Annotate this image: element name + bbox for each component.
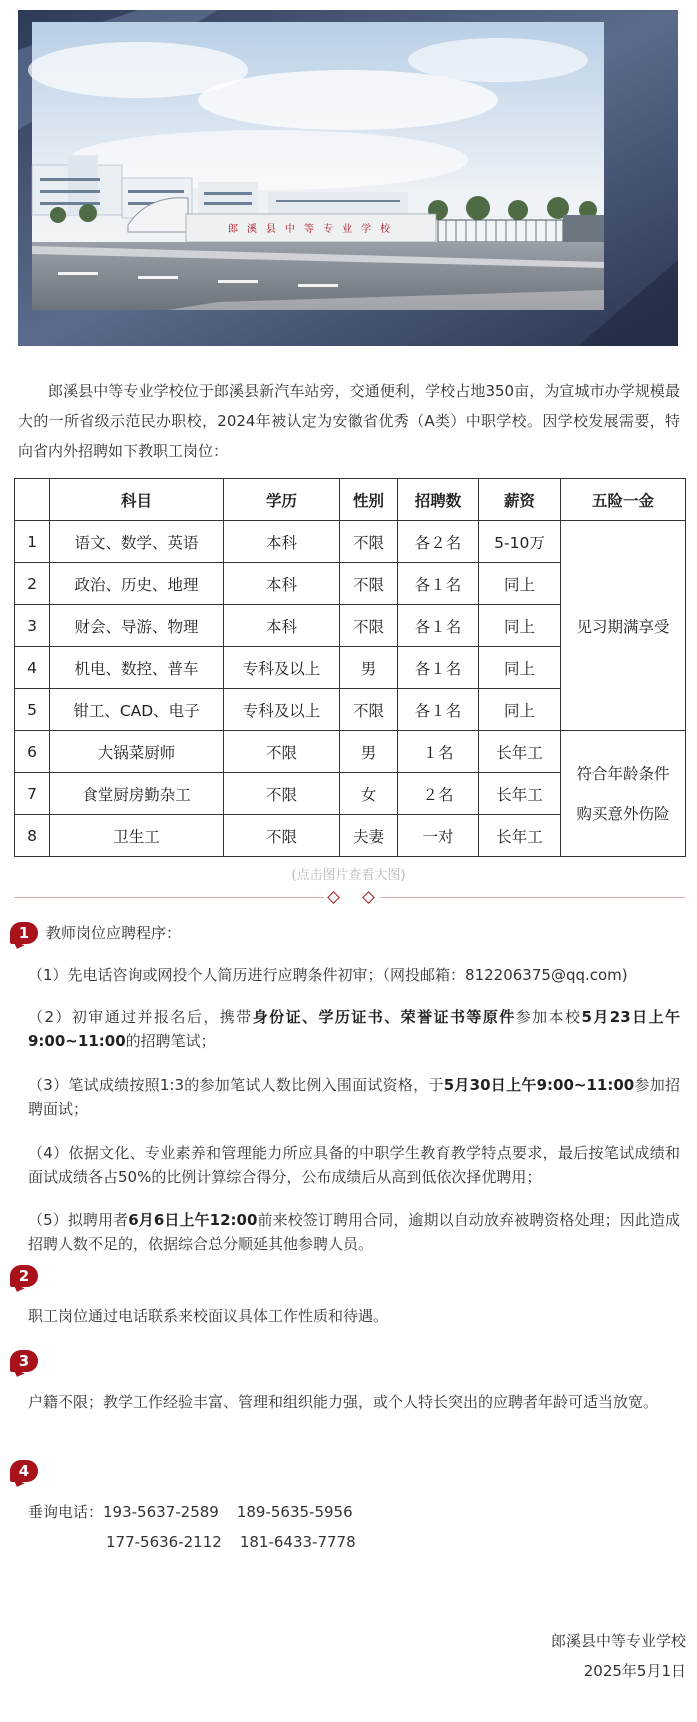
cell: 4 [15,647,50,689]
benefit-cell [561,731,686,857]
cell: 同上 [479,563,561,605]
school-photo[interactable] [18,10,678,346]
cell: 本科 [224,605,340,647]
step-text: 参加招聘面试； [28,1076,680,1118]
diamond-icon [362,891,375,904]
diamond-icon [327,891,340,904]
header-cell: 性别 [340,479,398,521]
cell: 男 [340,731,398,773]
step-text: 的招聘笔试； [125,1032,216,1050]
signature-org: 郎溪县中等专业学校 [550,1632,686,1650]
cell: 各１名 [398,647,479,689]
benefit-cell: 见习期满享受 [561,521,686,731]
cell: 政治、历史、地理 [50,563,224,605]
cell: １名 [398,731,479,773]
cell: 钳工、CAD、电子 [50,689,224,731]
cell: 本科 [224,563,340,605]
benefit-line: 购买意外伤险 [576,804,670,823]
header-cell: 学历 [224,479,340,521]
cell: 语文、数学、英语 [50,521,224,563]
procedure-step-1: （1）先电话咨询或网投个人简历进行应聘条件初审；（网投邮箱：812206375@qq.com) [28,966,628,984]
cell: 1 [15,521,50,563]
image-caption[interactable]: (点击图片查看大图) [291,868,406,883]
cell: ２名 [398,773,479,815]
cell: 同上 [479,689,561,731]
requirements-note: 户籍不限；教学工作经验丰富、管理和组织能力强，或个人特长突出的应聘者年龄可适当放宽。 [28,1393,659,1411]
cell: 大锅菜厨师 [50,731,224,773]
cell: 本科 [224,521,340,563]
section-number-badge: 2 [10,1265,38,1287]
table-row [15,731,686,773]
cell: 不限 [224,731,340,773]
contact-phones-line2 [106,1530,666,1554]
step-text: （3）笔试成绩按照1:3的参加笔试人数比例入围面试资格，于 [28,1076,444,1094]
step-text: （2）初审通过并报名后，携带 [28,1008,253,1026]
section-number-badge: 4 [10,1460,38,1482]
cell: 长年工 [479,731,561,773]
divider-line [14,897,324,898]
cell: 5-10万 [479,521,561,563]
header-cell [15,479,50,521]
table-header-row [15,479,686,521]
header-cell: 薪资 [479,479,561,521]
header-cell: 招聘数 [398,479,479,521]
cell: 2 [15,563,50,605]
cell: 不限 [224,815,340,857]
contact-phones [28,1500,680,1524]
cell: 不限 [340,689,398,731]
cell: 专科及以上 [224,647,340,689]
step-text: （5）拟聘用者 [28,1211,129,1229]
cell: 机电、数控、普车 [50,647,224,689]
cell: 各１名 [398,563,479,605]
cell: 同上 [479,605,561,647]
step-highlight: 5月30日上午9:00~11:00 [443,1076,635,1094]
procedure-step-5 [28,1208,680,1256]
step-highlight: 身份证、学历证书、荣誉证书等原件 [252,1008,516,1026]
phone-number[interactable]: 177-5636-2112 [106,1533,222,1551]
table-row [15,521,686,563]
cell: 卫生工 [50,815,224,857]
school-photo-graphic [18,10,678,346]
cell: 不限 [340,521,398,563]
cell: 3 [15,605,50,647]
procedure-step-2 [28,1005,680,1053]
section-title: 教师岗位应聘程序： [46,924,182,942]
cell: 不限 [224,773,340,815]
cell: 不限 [340,605,398,647]
intro-paragraph: 郎溪县中等专业学校位于郎溪县新汽车站旁，交通便利，学校占地350亩，为宣城市办学规模最大的一所省级示范民办职校，2024年被认定为安徽省优秀（A类）中职学校。因学校发展需要，特向省内外招聘如下教职工岗位： [18,382,680,460]
cell: 各２名 [398,521,479,563]
divider-line [380,897,685,898]
section-divider [14,891,685,905]
cell: 食堂厨房勤杂工 [50,773,224,815]
phone-number[interactable]: 193-5637-2589 [103,1503,219,1521]
step-text: 参加本校 [515,1008,582,1026]
cell: 8 [15,815,50,857]
benefit-line: 符合年龄条件 [576,764,670,783]
cell: 各１名 [398,689,479,731]
cell: 财会、导游、物理 [50,605,224,647]
step-highlight: 6月6日上午12:00 [128,1211,258,1229]
cell: 长年工 [479,815,561,857]
section-number-badge: 1 [10,922,38,944]
phone-number[interactable]: 181-6433-7778 [239,1533,356,1551]
cell: 5 [15,689,50,731]
signature-date: 2025年5月1日 [583,1662,686,1680]
procedure-step-3 [28,1073,680,1121]
cell: 一对 [398,815,479,857]
cell: 女 [340,773,398,815]
cell: 7 [15,773,50,815]
cell: 夫妻 [340,815,398,857]
contact-label: 垂询电话： [28,1503,104,1521]
procedure-step-4: （4）依据文化、专业素养和管理能力所应具备的中职学生教育教学特点要求，最后按笔试成绩和面试成绩各占50%的比例计算综合得分，公布成绩后从高到低依次择优聘用； [28,1144,680,1186]
cell: 各１名 [398,605,479,647]
cell: 专科及以上 [224,689,340,731]
step-highlight: 5月23日上午9:00~11:00 [28,1008,680,1050]
cell: 6 [15,731,50,773]
cell: 不限 [340,563,398,605]
header-cell: 科目 [50,479,224,521]
cell: 男 [340,647,398,689]
phone-number[interactable]: 189-5635-5956 [236,1503,353,1521]
staff-positions-note: 职工岗位通过电话联系来校面议具体工作性质和待遇。 [28,1307,389,1325]
cell: 同上 [479,647,561,689]
section-number-badge: 3 [10,1350,38,1372]
header-cell: 五险一金 [561,479,686,521]
cell: 长年工 [479,773,561,815]
recruitment-table [14,478,686,857]
gate-sign-text: 郎溪县中等专业学校 [228,224,399,235]
step-text: 前来校签订聘用合同，逾期以自动放弃被聘资格处理；因此造成招聘人数不足的，依据综合总分顺延其他参聘人员。 [28,1211,680,1253]
